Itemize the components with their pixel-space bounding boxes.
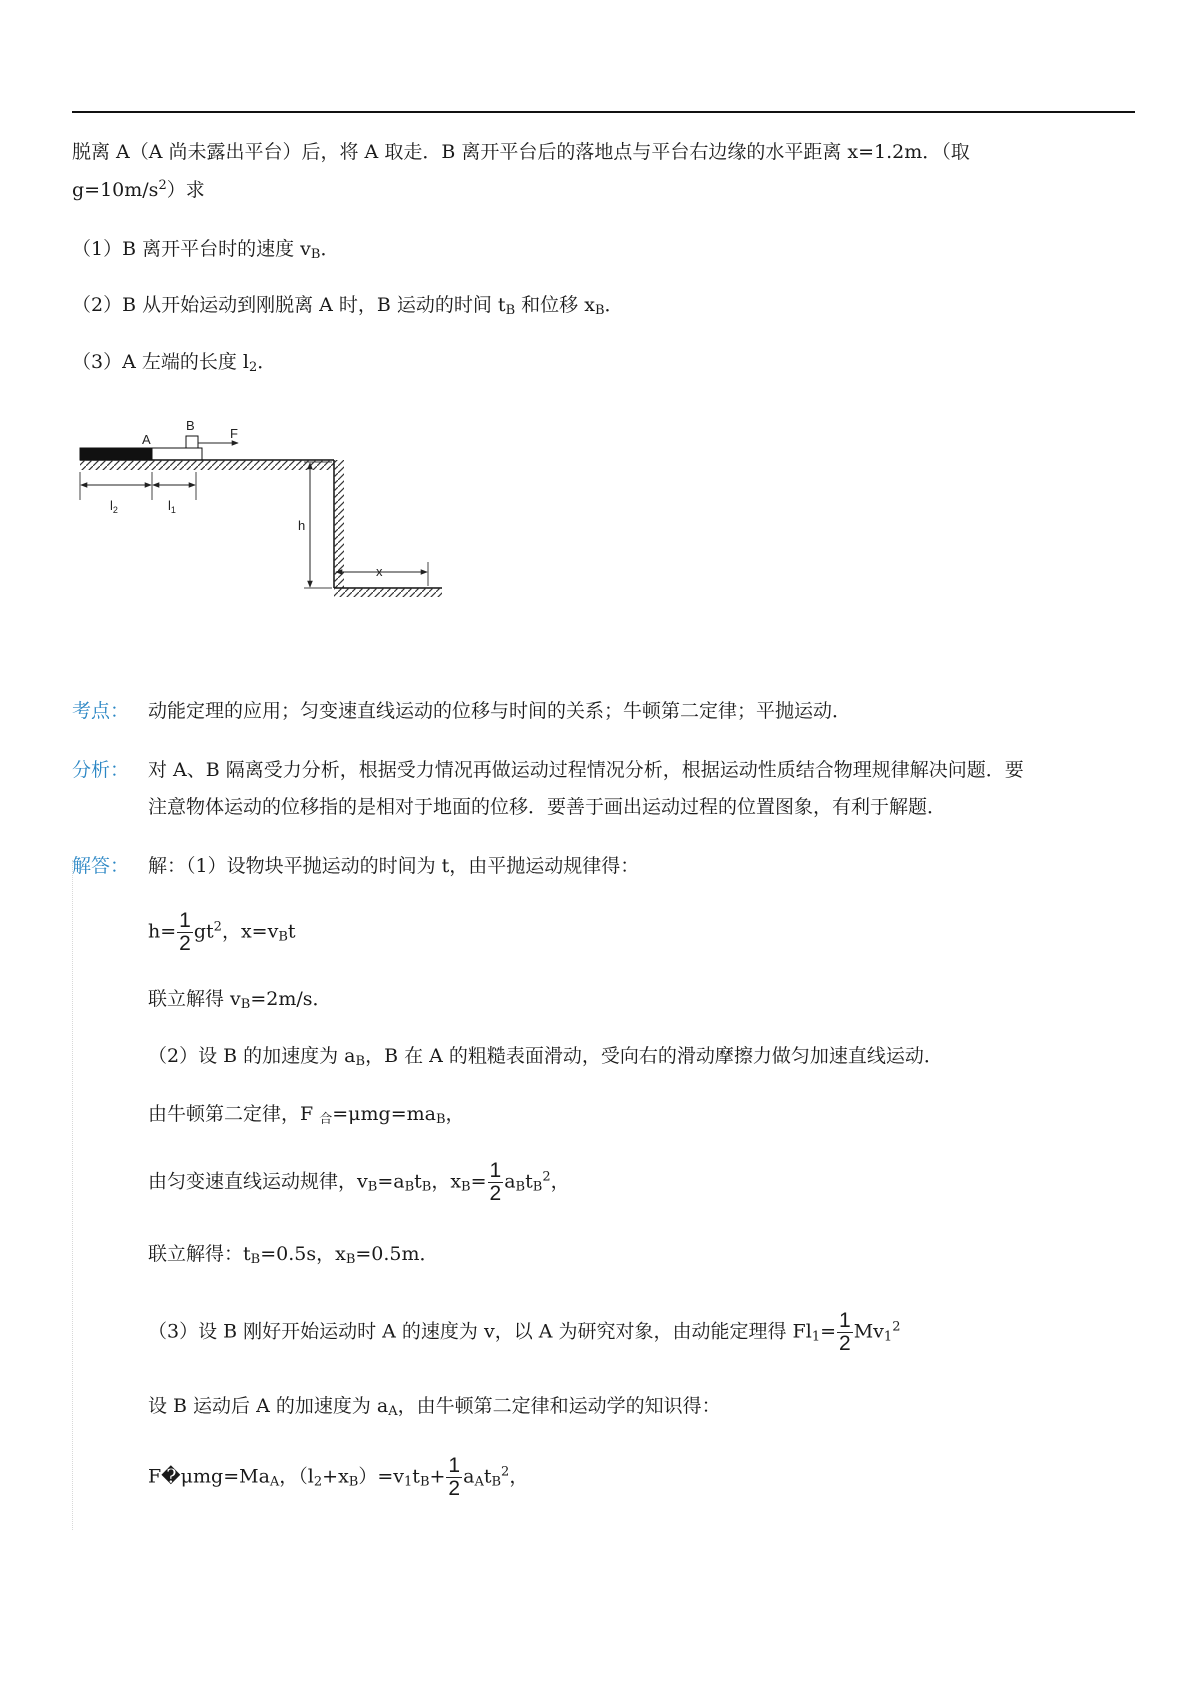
fraction-half: $\frac{1}{2}$	[839, 1309, 851, 1355]
solution-step-4: 设 B 运动后 A 的加速度为 $a_A$，由牛顿第二定律和运动学的知识得：	[148, 1395, 721, 1419]
question-1: （1）B 离开平台时的速度 $v_B$．	[72, 238, 340, 262]
block-B	[186, 436, 198, 448]
fenxi-text-2: 注意物体运动的位移指的是相对于地面的位移．要善于画出运动过程的位置图象，有利于解题．	[148, 796, 947, 818]
label-h: h	[298, 518, 306, 533]
final-equation: $F�\mu mg=Ma_A$，$(l_2+x_B)=v_1t_B+$ $\frac{1}{2}$ $a_At_B^2$，	[148, 1454, 529, 1500]
kaodian-text: 动能定理的应用；匀变速直线运动的位移与时间的关系；牛顿第二定律；平抛运动．	[148, 700, 852, 722]
result-2: 联立解得：$t_B=0.5s$，$x_B=0.5m$．	[148, 1243, 439, 1267]
intro-line-1: 脱离 A（A 尚未露出平台）后，将 A 取走．B 离开平台后的落地点与平台右边缘的水平距离 x=1.2m．（取	[72, 141, 970, 163]
jieda-label: 解答：	[72, 855, 130, 877]
fenxi-row	[72, 756, 129, 784]
kaodian-row	[72, 697, 129, 725]
physics-diagram	[72, 410, 492, 610]
kaodian-label: 考点：	[72, 700, 130, 722]
board-A-rough-part	[80, 448, 152, 460]
kinematics-equation: 由匀变速直线运动规律，$v_B=a_Bt_B$，$x_B=$ $\frac{1}{2}$ $a_Bt_B^2$，	[148, 1159, 570, 1205]
wall-hatch	[334, 460, 344, 588]
label-l1: $l_1$	[168, 498, 176, 515]
label-A: A	[142, 432, 151, 447]
fraction-half: $\frac{1}{2}$	[489, 1159, 502, 1205]
question-3: （3）A 左端的长度 $l_2$．	[72, 351, 277, 375]
label-F: F	[230, 426, 238, 441]
ground-hatch	[334, 588, 442, 597]
fenxi-label: 分析：	[72, 759, 130, 781]
solution-step-1: 解：（1）设物块平抛运动的时间为 t，由平抛运动规律得：	[148, 855, 640, 877]
platform-hatch	[80, 460, 334, 470]
equation-1: h= $\frac{1}{2}$ $gt^2$，$x=v_Bt$	[148, 909, 296, 955]
solution-step-3: （3）设 B 刚好开始运动时 A 的速度为 v，以 A 为研究对象，由动能定理得 $Fl_1=$ $\frac{1}{2}$ $Mv_1^2$	[148, 1309, 901, 1355]
solution-step-2: （2）设 B 的加速度为 $a_B$，B 在 A 的粗糙表面滑动，受向右的滑动摩擦力做匀加速直线运动．	[148, 1045, 943, 1069]
result-1: 联立解得 $v_B=2m/s$．	[148, 988, 332, 1012]
label-l2: $l_2$	[110, 498, 118, 515]
question-2: （2）B 从开始运动到刚脱离 A 时，B 运动的时间 $t_B$ 和位移 $x_B$．	[72, 294, 624, 318]
board-A-smooth-part	[152, 448, 202, 460]
top-rule	[72, 111, 1135, 113]
label-x: x	[376, 564, 383, 579]
fenxi-text-1: 对 A、B 隔离受力分析，根据受力情况再做运动过程情况分析，根据运动性质结合物理规律解决问题．要	[148, 759, 1024, 781]
newton-equation: 由牛顿第二定律，F $_合=\mu mg=ma_B$，	[148, 1103, 465, 1127]
label-B: B	[186, 418, 195, 433]
intro-line-2: $g=10m/s^2$）求	[72, 178, 205, 201]
fraction-half: $\frac{1}{2}$	[448, 1454, 461, 1500]
answer-margin-rule	[72, 860, 73, 1530]
jieda-row	[72, 852, 129, 880]
fraction-half: $\frac{1}{2}$	[179, 909, 191, 955]
